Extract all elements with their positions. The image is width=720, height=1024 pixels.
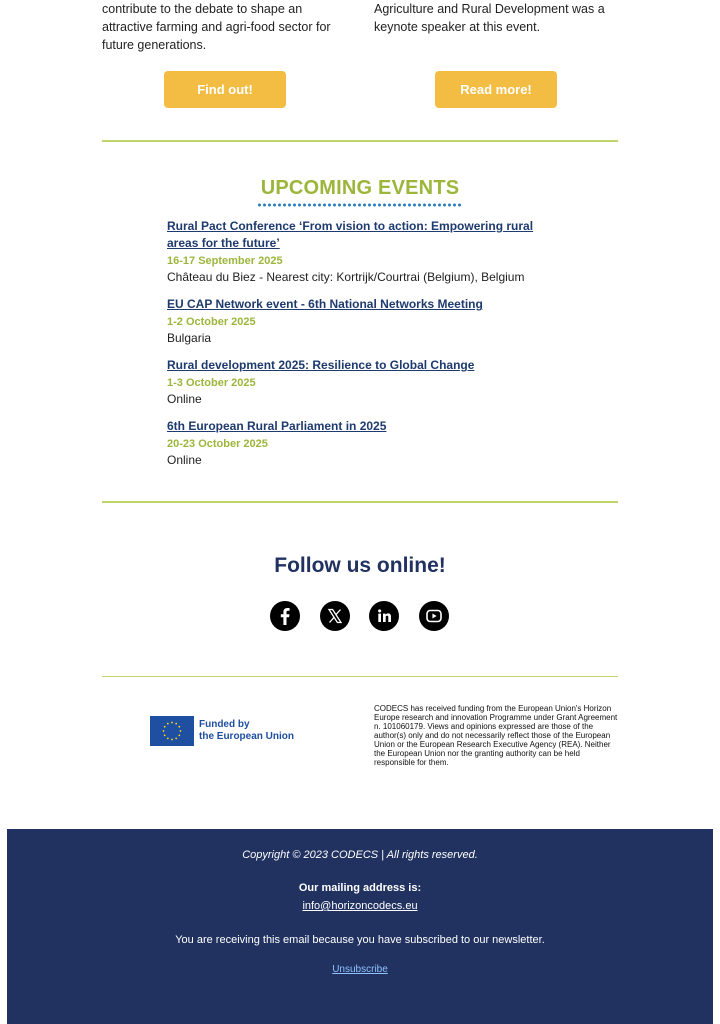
dotted-underline <box>257 203 463 207</box>
email-link[interactable]: info@horizoncodecs.eu <box>302 900 418 912</box>
event-location: Online <box>167 392 202 406</box>
youtube-icon[interactable] <box>419 601 449 631</box>
linkedin-icon[interactable] <box>369 601 399 631</box>
article-right-text: Agriculture and Rural Development was a keynote speaker at this event. <box>374 2 605 34</box>
follow-heading: Follow us online! <box>274 554 446 577</box>
copyright-text: Copyright © 2023 CODECS | All rights reserved. <box>242 849 478 861</box>
event-date: 1-2 October 2025 <box>167 316 256 328</box>
events-heading: UPCOMING EVENTS <box>260 177 460 199</box>
event-title-link[interactable]: 6th European Rural Parliament in 2025 <box>167 419 387 433</box>
event-title-link[interactable]: Rural Pact Conference ‘From vision to action: Empowering rural areas for the future’ <box>167 219 534 250</box>
read-more-button[interactable]: Read more! <box>435 71 557 108</box>
subscription-notice: You are receiving this email because you have subscribed to our newsletter. <box>175 934 545 946</box>
article-left-text: contribute to the debate to shape an attractive farming and agri-food sector for future generations. <box>102 2 331 52</box>
section-divider <box>102 676 618 677</box>
event-item <box>167 418 547 469</box>
x-icon[interactable] <box>320 601 350 631</box>
unsubscribe-link[interactable]: Unsubscribe <box>332 964 388 975</box>
section-divider <box>102 501 618 503</box>
eu-funding-label <box>199 719 294 743</box>
eu-label-line2: the European Union <box>199 731 294 742</box>
mailing-address-label: Our mailing address is: <box>298 882 422 894</box>
event-title-link[interactable]: EU CAP Network event - 6th National Networks Meeting <box>167 297 483 311</box>
event-location: Château du Biez - Nearest city: Kortrijk/Courtrai (Belgium), Belgium <box>167 270 525 284</box>
event-date: 1-3 October 2025 <box>167 377 256 389</box>
eu-label-line1: Funded by <box>199 719 250 730</box>
event-date: 20-23 October 2025 <box>167 438 268 450</box>
eu-funding-logo <box>150 716 300 746</box>
event-item <box>167 218 547 286</box>
event-location: Online <box>167 453 202 467</box>
section-divider <box>102 140 618 142</box>
footer <box>7 829 713 1024</box>
funding-disclaimer: CODECS has received funding from the European Union's Horizon Europe research and innovation Programme under Grant Agreement n. 101060179. Views and opinions expressed are those of the author(s) only and do not necessarily reflect those of the European Union or the European Research Executive Agency (REA). Neither the European Union nor the granting authority can be held responsible for them. <box>374 704 618 767</box>
event-item <box>167 357 547 408</box>
event-date: 16-17 September 2025 <box>167 255 283 267</box>
event-item <box>167 296 547 347</box>
event-location: Bulgaria <box>167 331 212 345</box>
event-title-link[interactable]: Rural development 2025: Resilience to Global Change <box>167 358 475 372</box>
facebook-icon[interactable] <box>270 601 300 631</box>
find-out-button[interactable]: Find out! <box>164 71 286 108</box>
eu-flag-icon <box>150 716 194 746</box>
